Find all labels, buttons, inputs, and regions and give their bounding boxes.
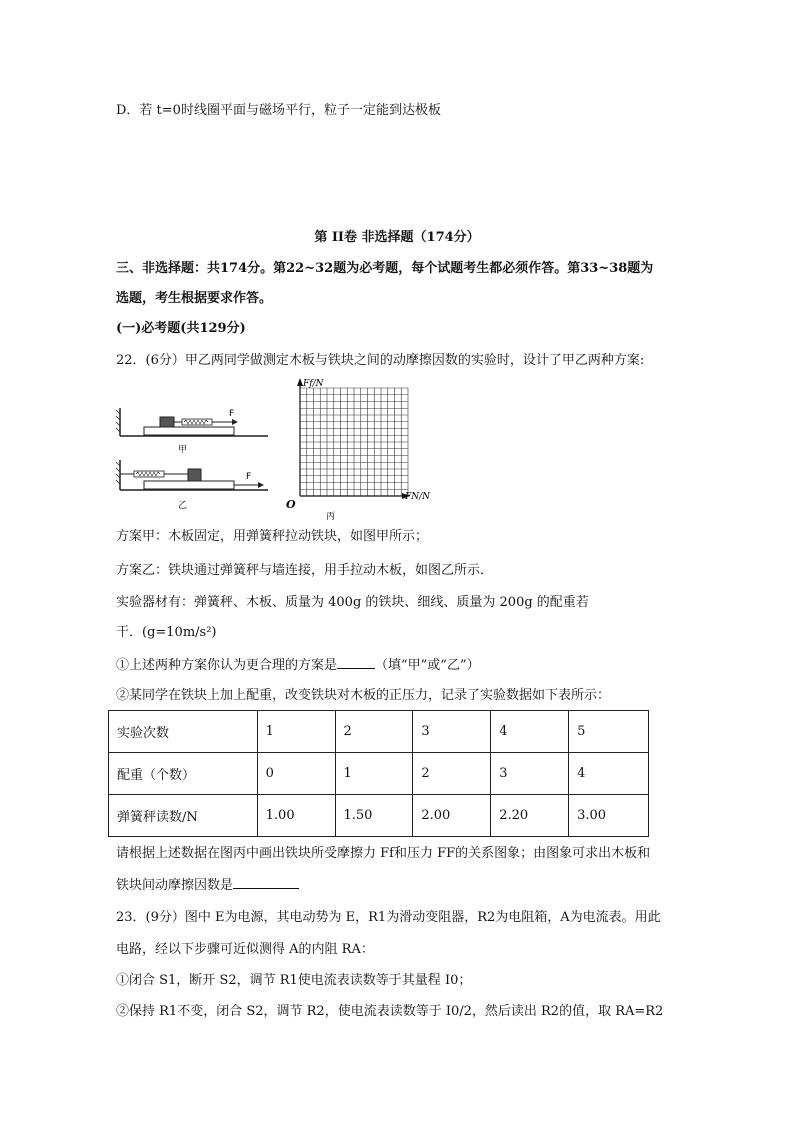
label-bing: 丙	[326, 512, 336, 522]
q22-sub1-text: ①上述两种方案你认为更合理的方案是	[116, 658, 338, 673]
table-cell: 1	[257, 711, 335, 753]
table-row	[109, 795, 649, 837]
option-d: D．若 t=0时线圈平面与磁场平行，粒子一定能到达极板	[116, 103, 441, 118]
table-cell: 1.50	[335, 795, 413, 837]
x-axis-label: FN/N	[405, 492, 431, 502]
table-cell: 1	[335, 753, 413, 795]
table-cell: 3	[413, 711, 491, 753]
apparatus-figure	[114, 400, 274, 512]
q22-instruction-text: 铁块间动摩擦因数是	[116, 878, 234, 893]
q22-sub2: ②某同学在铁块上加上配重，改变铁块对木板的正压力，记录了实验数据如下表所示：	[116, 688, 611, 703]
q23-intro-line1: 23．(9分）图中 E为电源，其电动势为 E，R1为滑动变阻器，R2为电阻箱，A为电流表。用此	[116, 910, 661, 925]
force-label-jia: F	[229, 409, 235, 419]
table-cell: 0	[257, 753, 335, 795]
table-row	[109, 711, 649, 753]
table-cell: 配重（个数）	[109, 753, 258, 795]
q22-sub1-hint: （填“甲”或“乙”）	[375, 658, 480, 673]
grid-lines	[300, 388, 408, 496]
q22-intro: 22．(6分）甲乙两同学做测定木板与铁块之间的动摩擦因数的实验时，设计了甲乙两种方案:	[116, 353, 645, 368]
label-yi: 乙	[178, 501, 188, 511]
materials-line1: 实验器材有：弹簧秤、木板、质量为 400g 的铁块、细线、质量为 200g 的配重若	[116, 595, 589, 610]
y-axis-label: Ff/N	[303, 379, 324, 389]
q22-instruction-line1: 请根据上述数据在图丙中画出铁块所受摩擦力 Ff和压力 FF的关系图象；由图象可求出木板和	[116, 846, 651, 861]
section-title: 第 II卷 非选择题（174分）	[314, 230, 480, 245]
required-heading: (一)必考题(共129分)	[116, 321, 246, 336]
q22-sub1	[116, 656, 480, 675]
section3-line2: 选题，考生根据要求作答。	[116, 291, 273, 306]
table-cell: 1.00	[257, 795, 335, 837]
answer-blank-1[interactable]	[337, 656, 375, 669]
table-cell: 2	[413, 753, 491, 795]
origin-label: O	[286, 498, 296, 511]
table-cell: 3.00	[569, 795, 649, 837]
figure-yi	[116, 460, 268, 511]
table-cell: 5	[569, 711, 649, 753]
table-cell: 4	[491, 711, 569, 753]
q23-step2: ②保持 R1不变，闭合 S2，调节 R2，使电流表读数等于 I0/2，然后读出 R2的值，取 RA=R2	[116, 1004, 664, 1019]
q23-intro-line2: 电路，经以下步骤可近似测得 A的内阻 RA：	[116, 942, 374, 957]
answer-blank-2[interactable]	[233, 876, 299, 889]
figure-jia	[116, 408, 268, 455]
materials-line2: 干．(g=10m/s²)	[116, 625, 217, 640]
table-cell: 弹簧秤读数/N	[109, 795, 258, 837]
table-cell: 4	[569, 753, 649, 795]
graph-grid-figure	[284, 374, 434, 524]
q22-instruction-line2	[116, 876, 299, 895]
data-table	[108, 710, 649, 837]
table-cell: 3	[491, 753, 569, 795]
table-cell: 2	[335, 711, 413, 753]
table-row	[109, 753, 649, 795]
label-jia: 甲	[178, 445, 188, 455]
q23-step1: ①闭合 S1，断开 S2，调节 R1使电流表读数等于其量程 I0；	[116, 973, 472, 988]
plan-a: 方案甲：木板固定，用弹簧秤拉动铁块，如图甲所示；	[116, 529, 429, 544]
section3-line1: 三、非选择题：共174分。第22~32题为必考题，每个试题考生都必须作答。第33~38题为	[116, 261, 654, 276]
force-label-yi: F	[246, 472, 252, 482]
table-cell: 2.00	[413, 795, 491, 837]
table-cell: 2.20	[491, 795, 569, 837]
plan-b: 方案乙：铁块通过弹簧秤与墙连接，用手拉动木板，如图乙所示．	[116, 563, 494, 578]
table-cell: 实验次数	[109, 711, 258, 753]
